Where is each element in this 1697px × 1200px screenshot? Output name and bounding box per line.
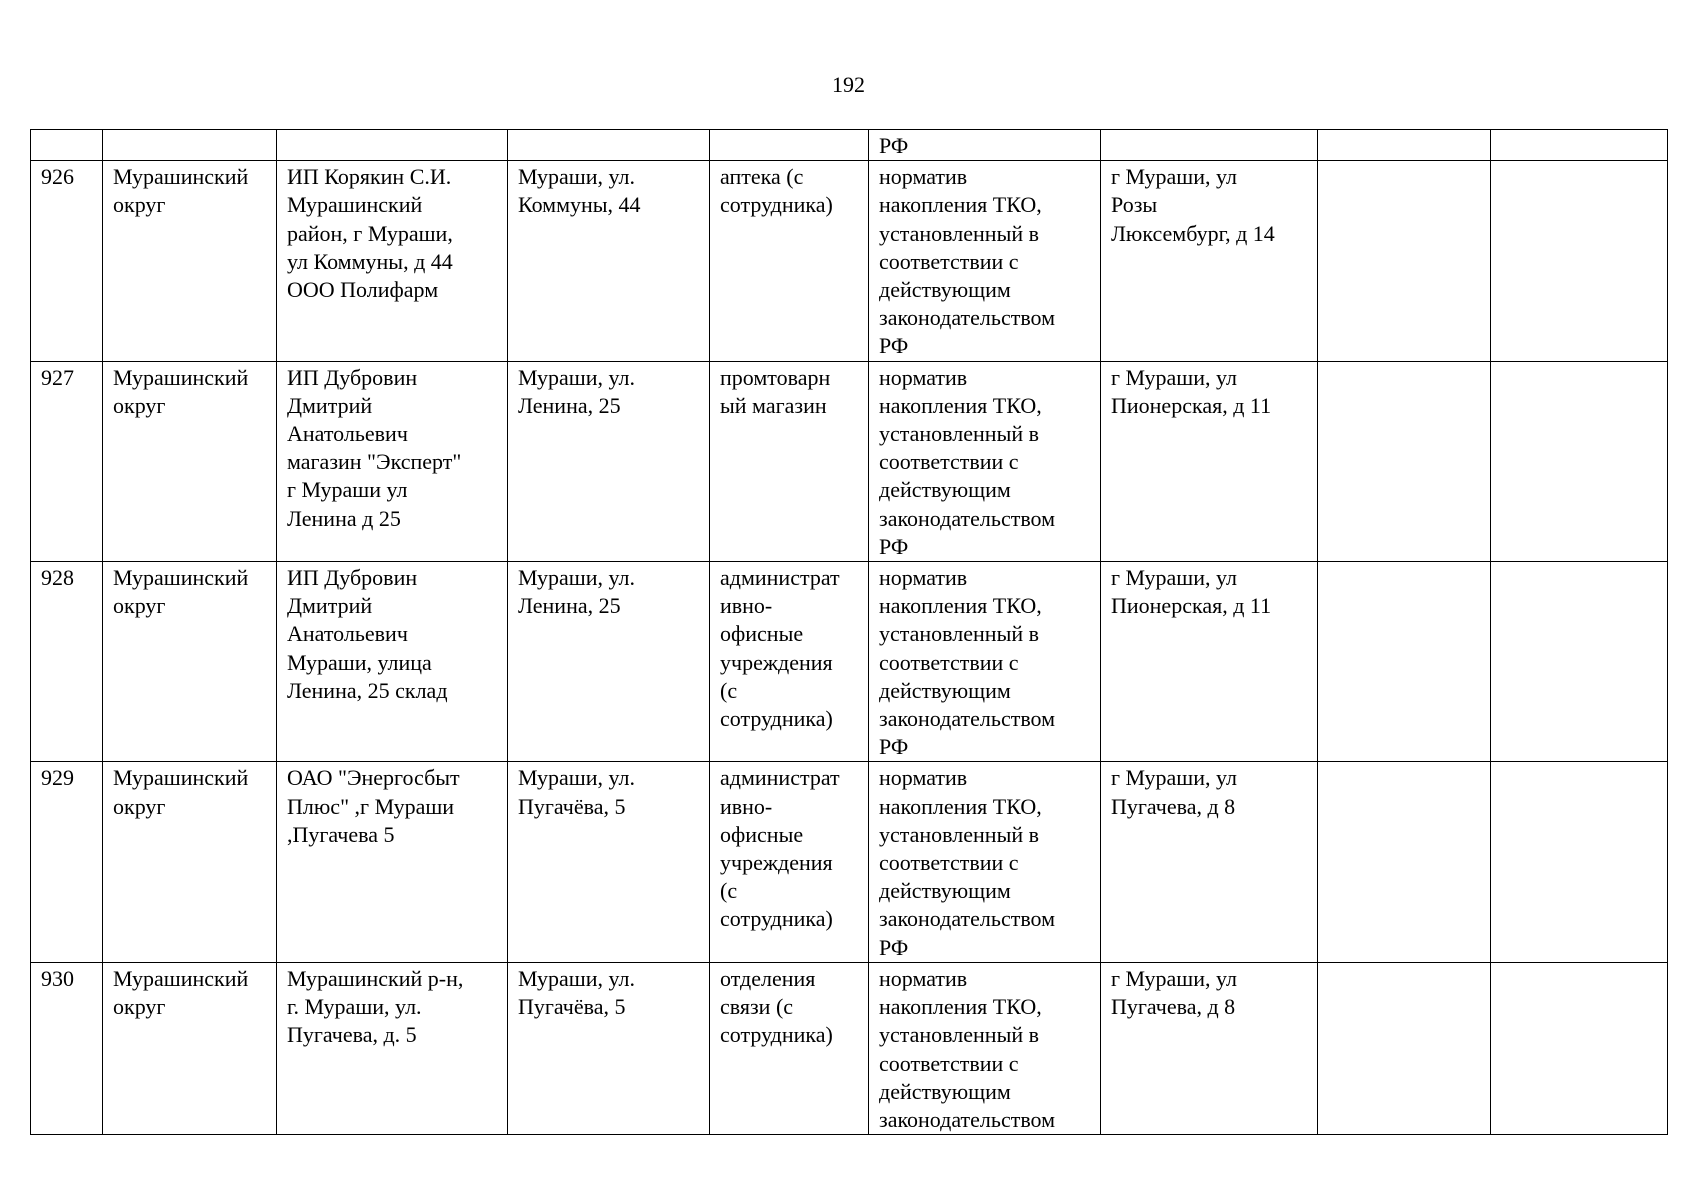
cell-address: Мураши, ул. Ленина, 25 (508, 361, 710, 561)
cell-district: Мурашинский округ (103, 962, 277, 1134)
cell-address: Мураши, ул. Коммуны, 44 (508, 161, 710, 361)
cell-source: Мурашинский р-н, г. Мураши, ул. Пугачева, д. 5 (277, 962, 508, 1134)
cell-num: 929 (31, 762, 103, 962)
cell-extra-1 (1318, 161, 1491, 361)
table-row (31, 361, 1668, 561)
cell-site: г Мураши, ул Пионерская, д 11 (1101, 562, 1318, 762)
cell-extra-2 (1491, 161, 1668, 361)
cell-standard: норматив накопления ТКО, установленный в соответствии с действующим законодательством РФ (869, 161, 1101, 361)
cell-source (277, 130, 508, 161)
cell-site: г Мураши, ул Розы Люксембург, д 14 (1101, 161, 1318, 361)
cell-extra-1 (1318, 361, 1491, 561)
cell-address: Мураши, ул. Пугачёва, 5 (508, 762, 710, 962)
cell-extra-2 (1491, 762, 1668, 962)
cell-num (31, 130, 103, 161)
cell-extra-1 (1318, 130, 1491, 161)
cell-source: ИП Корякин С.И. Мурашинский район, г Мураши, ул Коммуны, д 44 ООО Полифарм (277, 161, 508, 361)
waste-registry-table (30, 129, 1668, 1135)
cell-address: Мураши, ул. Пугачёва, 5 (508, 962, 710, 1134)
cell-category: администрат ивно- офисные учреждения (с сотрудника) (710, 762, 869, 962)
cell-source: ОАО "Энергосбыт Плюс" ,г Мураши ,Пугачева 5 (277, 762, 508, 962)
cell-site (1101, 130, 1318, 161)
cell-district: Мурашинский округ (103, 361, 277, 561)
cell-extra-1 (1318, 762, 1491, 962)
cell-district (103, 130, 277, 161)
table-row (31, 161, 1668, 361)
page-number: 192 (832, 72, 865, 97)
cell-district: Мурашинский округ (103, 161, 277, 361)
cell-site: г Мураши, ул Пугачева, д 8 (1101, 762, 1318, 962)
cell-extra-2 (1491, 361, 1668, 561)
cell-extra-1 (1318, 962, 1491, 1134)
cell-extra-1 (1318, 562, 1491, 762)
cell-district: Мурашинский округ (103, 762, 277, 962)
cell-extra-2 (1491, 962, 1668, 1134)
cell-extra-2 (1491, 562, 1668, 762)
cell-num: 928 (31, 562, 103, 762)
cell-extra-2 (1491, 130, 1668, 161)
table-row (31, 762, 1668, 962)
cell-standard: норматив накопления ТКО, установленный в соответствии с действующим законодательством РФ (869, 562, 1101, 762)
cell-standard: норматив накопления ТКО, установленный в соответствии с действующим законодательством РФ (869, 361, 1101, 561)
cell-num: 926 (31, 161, 103, 361)
table-row (31, 562, 1668, 762)
cell-source: ИП Дубровин Дмитрий Анатольевич Мураши, улица Ленина, 25 склад (277, 562, 508, 762)
cell-standard: РФ (869, 130, 1101, 161)
cell-address (508, 130, 710, 161)
cell-category: промтоварн ый магазин (710, 361, 869, 561)
cell-source: ИП Дубровин Дмитрий Анатольевич магазин "Эксперт" г Мураши ул Ленина д 25 (277, 361, 508, 561)
cell-category: отделения связи (с сотрудника) (710, 962, 869, 1134)
cell-num: 930 (31, 962, 103, 1134)
continuation-row (31, 130, 1668, 161)
cell-category: аптека (с сотрудника) (710, 161, 869, 361)
table-row (31, 962, 1668, 1134)
cell-category (710, 130, 869, 161)
cell-site: г Мураши, ул Пионерская, д 11 (1101, 361, 1318, 561)
cell-address: Мураши, ул. Ленина, 25 (508, 562, 710, 762)
cell-category: администрат ивно- офисные учреждения (с сотрудника) (710, 562, 869, 762)
cell-site: г Мураши, ул Пугачева, д 8 (1101, 962, 1318, 1134)
cell-num: 927 (31, 361, 103, 561)
cell-standard: норматив накопления ТКО, установленный в соответствии с действующим законодательством РФ (869, 762, 1101, 962)
cell-district: Мурашинский округ (103, 562, 277, 762)
cell-standard: норматив накопления ТКО, установленный в соответствии с действующим законодательством (869, 962, 1101, 1134)
